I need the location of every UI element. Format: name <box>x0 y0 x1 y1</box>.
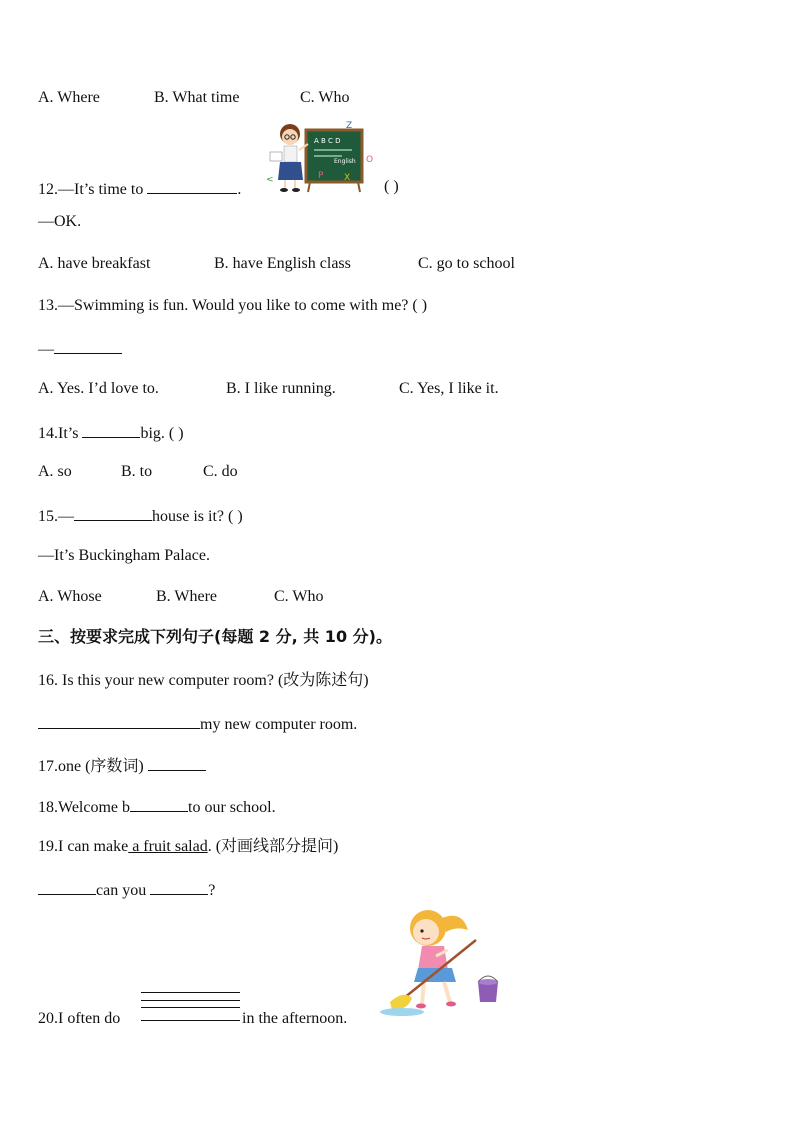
board-english-word: English <box>334 158 356 165</box>
q14-option-b[interactable]: B. to <box>121 463 153 480</box>
board-abcd: A B C D <box>314 137 341 145</box>
q12-options <box>38 254 515 274</box>
q14-options <box>38 462 238 482</box>
svg-text:X: X <box>344 173 351 183</box>
q12-option-c[interactable]: C. go to school <box>418 255 515 272</box>
section-3-heading: 三、按要求完成下列句子(每题 2 分, 共 10 分)。 <box>38 627 392 646</box>
q15-option-c[interactable]: C. Who <box>274 588 324 605</box>
q16-answer-blank[interactable] <box>38 712 200 729</box>
q20-writing-lines[interactable] <box>141 992 240 1022</box>
q16-stem: 16. Is this your new computer room? (改为陈述句) <box>38 672 369 689</box>
q19-answer-line: can you ? <box>38 878 215 901</box>
q14-option-c[interactable]: C. do <box>203 463 238 480</box>
q15-stem: 15.— house is it? ( ) <box>38 504 243 527</box>
q20-stem-prefix: 20.I often do <box>38 1010 121 1027</box>
svg-text:O: O <box>366 155 374 165</box>
q15-answer-blank[interactable] <box>74 504 152 521</box>
q15-option-a[interactable]: A. Whose <box>38 588 102 605</box>
q11-option-b[interactable]: B. What time <box>154 89 240 106</box>
q11-options <box>38 88 349 108</box>
q12-reply: —OK. <box>38 213 82 230</box>
q12-option-b[interactable]: B. have English class <box>214 255 351 272</box>
q19-stem: 19.I can make a fruit salad. (对画线部分提问) <box>38 838 339 855</box>
q17-answer-blank[interactable] <box>148 754 206 771</box>
girl-mopping-illustration <box>378 906 504 1024</box>
q16-answer-line: my new computer room. <box>38 712 357 735</box>
q11-option-a[interactable]: A. Where <box>38 89 100 106</box>
q17-stem: 17.one (序数词) <box>38 754 206 777</box>
q11-option-c[interactable]: C. Who <box>300 89 350 106</box>
q12-number: 12. <box>38 181 58 198</box>
svg-text:<: < <box>266 175 274 185</box>
q13-option-a[interactable]: A. Yes. I’d love to. <box>38 380 159 397</box>
q13-answer-blank[interactable] <box>54 337 122 354</box>
q13-option-b[interactable]: B. I like running. <box>226 380 336 397</box>
q12-option-a[interactable]: A. have breakfast <box>38 255 151 272</box>
svg-text:Z: Z <box>346 121 353 131</box>
q19-answer-blank-1[interactable] <box>38 878 96 895</box>
svg-text:P: P <box>318 171 324 181</box>
q19-answer-blank-2[interactable] <box>150 878 208 895</box>
q13-reply: — <box>38 337 122 360</box>
q13-option-c[interactable]: C. Yes, I like it. <box>399 380 499 397</box>
q15-option-b[interactable]: B. Where <box>156 588 218 605</box>
q13-options <box>38 379 499 399</box>
q14-stem: 14.It’s big. ( ) <box>38 421 184 444</box>
teacher-blackboard-illustration <box>262 118 378 196</box>
q20-stem-suffix: in the afternoon. <box>242 1010 348 1027</box>
q12-answer-blank[interactable] <box>147 177 237 194</box>
q18-answer-blank[interactable] <box>130 795 188 812</box>
q14-answer-blank[interactable] <box>82 421 140 438</box>
q15-options <box>38 587 323 607</box>
q12-stem: 12.—It’s time to . <box>38 177 241 200</box>
q12-stem-text: —It’s time to <box>58 181 148 198</box>
q19-underlined-phrase: a fruit salad <box>128 838 208 855</box>
q15-reply: —It’s Buckingham Palace. <box>38 547 210 564</box>
q18-stem: 18.Welcome b to our school. <box>38 795 276 818</box>
q13-stem: 13.—Swimming is fun. Would you like to come with me? ( ) <box>38 297 428 314</box>
q14-option-a[interactable]: A. so <box>38 463 72 480</box>
q12-bracket[interactable]: ( ) <box>384 178 399 195</box>
